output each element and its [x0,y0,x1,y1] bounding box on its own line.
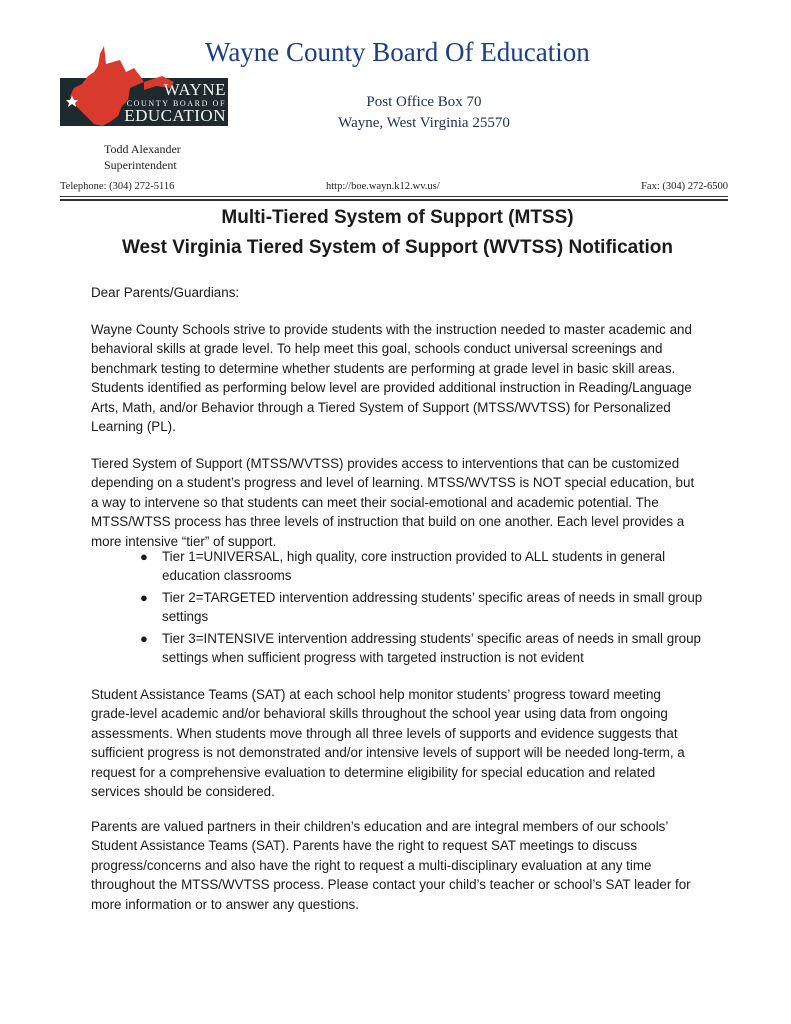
superintendent-block [104,141,181,173]
tier-2-text: Tier 2=TARGETED intervention addressing students’ specific areas of needs in small group settings [162,589,703,625]
letterhead-divider-thick [60,199,728,201]
tier-3-text: Tier 3=INTENSIVE intervention addressing students’ specific areas of needs in small group settings when sufficient progress with targeted instruction is not evident [162,630,701,666]
paragraph-intro: Wayne County Schools strive to provide students with the instruction needed to master academic and behavioral skills at grade level. To help meet this goal, schools conduct universal screenings and benchmark testing to determine whether students are performing at grade level in basic skill areas. Students identified as performing below level are provided additional instruction in Reading/Language Arts, Math, and/or Behavior through a Tiered System of Support (MTSS/WVTSS) for Personalized Learning (PL). [91,322,692,435]
fax-text: Fax: (304) 272-6500 [641,181,728,192]
list-item [134,588,704,627]
address-line-2: Wayne, West Virginia 25570 [338,115,510,131]
superintendent-name: Todd Alexander [104,142,181,156]
letterhead-title: Wayne County Board Of Education [205,37,590,67]
paragraph-tiered-system: Tiered System of Support (MTSS/WVTSS) provides access to interventions that can be customized depending on a student’s progress and level of learning. MTSS/WVTSS is NOT special education, but a way to intervene so that students can meet their social-emotional and academic potential. The MTSS/WTSS process has three levels of instruction that build on one another. Each level provides a more intensive “tier” of support. [91,456,695,549]
document-title-line-1: Multi-Tiered System of Support (MTSS) [221,207,574,228]
mailing-address [300,92,548,134]
list-item [134,629,704,668]
greeting: Dear Parents/Guardians: [91,285,240,300]
letterhead-divider [60,196,728,197]
bullet-icon: ● [140,630,148,646]
address-line-1: Post Office Box 70 [366,94,482,110]
bullet-icon: ● [140,549,148,564]
logo-county-board-text: COUNTY BOARD OF [126,99,226,108]
document-title-line-2: West Virginia Tiered System of Support (WVTSS) Notification [121,237,674,258]
logo-education-text: EDUCATION [124,106,226,125]
list-item [134,547,704,586]
paragraph-parents: Parents are valued partners in their children’s education and are integral members of our schools’ Student Assistance Teams (SAT). Parents have the right to request SAT meetings to discuss progress/concerns and also have the right to request a multi-disciplinary evaluation at any time throughout the MTSS/WVTSS process. Please contact your child’s teacher or school’s SAT leader for more information or to answer any questions. [91,819,691,912]
superintendent-title: Superintendent [104,158,177,172]
bullet-icon: ● [140,589,148,605]
telephone-text: Telephone: (304) 272-5116 [60,181,175,192]
tier-1-text: Tier 1=UNIVERSAL, high quality, core instruction provided to ALL students in general education classrooms [162,549,666,584]
logo-wayne-text: WAYNE [163,80,226,99]
paragraph-student-assistance-teams: Student Assistance Teams (SAT) at each school help monitor students’ progress toward meeting grade-level academic and/or behavioral skills throughout the school year using data from ongoing assessments. When students move through all three levels of supports and evidence suggests that sufficient progress is not demonstrated and/or intensive levels of support will be needed long-term, a request for a comprehensive evaluation to determine eligibility for special education and related services should be considered. [91,687,685,800]
tier-list [134,547,704,669]
website-link[interactable]: http://boe.wayn.k12.wv.us/ [326,181,440,192]
